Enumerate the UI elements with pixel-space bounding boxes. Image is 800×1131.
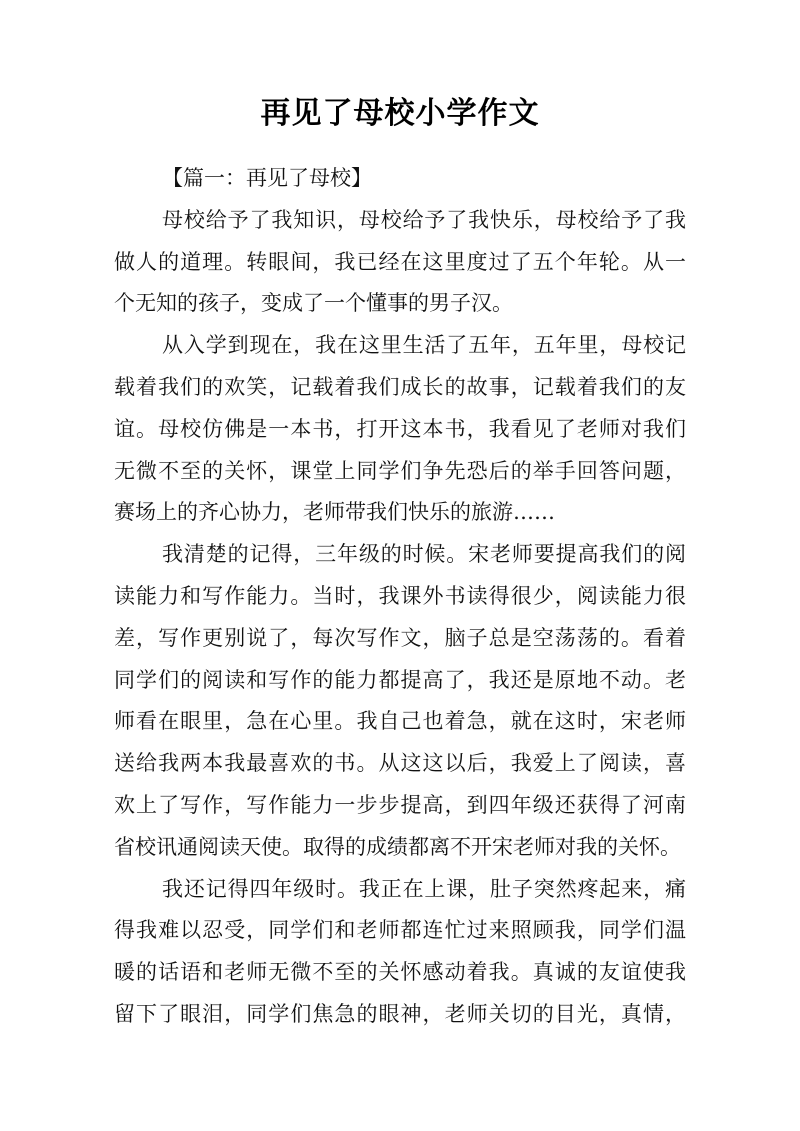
section-heading: 【篇一：再见了母校】 [162, 166, 372, 190]
paragraph-2-line-1: 从入学到现在，我在这里生活了五年，五年里，母校记 [162, 333, 686, 358]
paragraph-3-line-2: 读能力和写作能力。当时，我课外书读得很少，阅读能力很 [114, 583, 686, 608]
paragraph-4-line-2: 得我难以忍受，同学们和老师都连忙过来照顾我，同学们温 [114, 918, 686, 943]
paragraph-3-line-3: 差，写作更别说了，每次写作文，脑子总是空荡荡的。看着 [114, 625, 686, 650]
paragraph-2-line-4: 无微不至的关怀，课堂上同学们争先恐后的举手回答问题， [114, 458, 686, 483]
paragraph-3-line-6: 送给我两本我最喜欢的书。从这这以后，我爱上了阅读，喜 [114, 751, 686, 776]
paragraph-3-line-8: 省校讯通阅读天使。取得的成绩都离不开宋老师对我的关怀。 [114, 834, 681, 859]
paragraph-4-line-1: 我还记得四年级时。我正在上课，肚子突然疼起来，痛 [162, 876, 686, 901]
paragraph-4-line-4: 留下了眼泪，同学们焦急的眼神，老师关切的目光，真情， [114, 1001, 686, 1026]
paragraph-2-line-2: 载着我们的欢笑，记载着我们成长的故事，记载着我们的友 [114, 374, 686, 399]
paragraph-3-line-1: 我清楚的记得，三年级的时候。宋老师要提高我们的阅 [162, 542, 686, 567]
paragraph-3-line-7: 欢上了写作，写作能力一步步提高，到四年级还获得了河南 [114, 792, 686, 817]
paragraph-1-line-3: 个无知的孩子，变成了一个懂事的男子汉。 [114, 291, 513, 316]
paragraph-4-line-3: 暖的话语和老师无微不至的关怀感动着我。真诚的友谊使我 [114, 960, 686, 985]
paragraph-2-line-5: 赛场上的齐心协力，老师带我们快乐的旅游…… [114, 500, 555, 525]
paragraph-1-line-1: 母校给予了我知识，母校给予了我快乐，母校给予了我 [162, 207, 686, 232]
paragraph-3-line-5: 师看在眼里，急在心里。我自己也着急，就在这时，宋老师 [114, 709, 686, 734]
page-title: 再见了母校小学作文 [260, 96, 540, 131]
paragraph-1-line-2: 做人的道理。转眼间，我已经在这里度过了五个年轮。从一 [114, 249, 686, 274]
paragraph-3-line-4: 同学们的阅读和写作的能力都提高了，我还是原地不动。老 [114, 667, 686, 692]
paragraph-2-line-3: 谊。母校仿佛是一本书，打开这本书，我看见了老师对我们 [114, 416, 686, 441]
article-body [114, 158, 686, 1036]
